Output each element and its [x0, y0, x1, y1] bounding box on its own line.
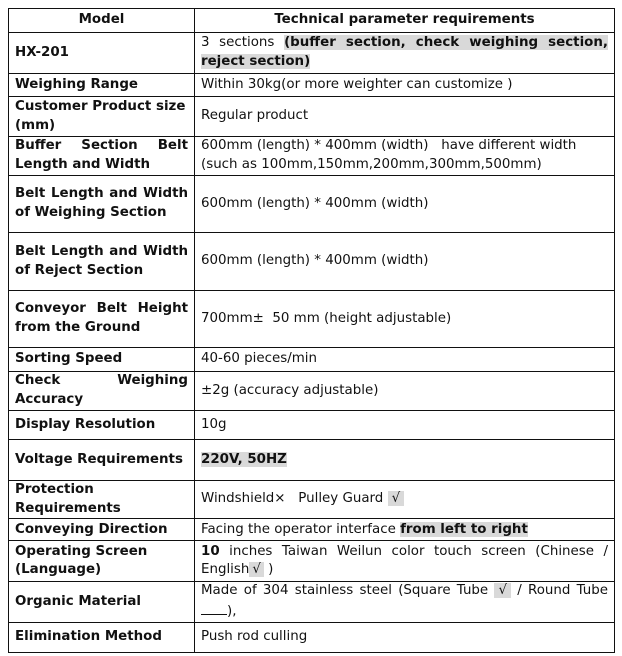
- table-row: [9, 519, 615, 541]
- table-row: [9, 97, 615, 137]
- value-bold: 10: [201, 543, 220, 559]
- value-mid: / Round Tube: [510, 583, 608, 599]
- row-value: Regular product: [195, 97, 615, 137]
- table-row: [9, 622, 615, 652]
- row-value: ±2g (accuracy adjustable): [195, 372, 615, 411]
- row-value: 10g: [195, 411, 615, 440]
- header-technical-parameters: Technical parameter requirements: [195, 9, 615, 33]
- table-row: [9, 291, 615, 348]
- row-value: [195, 582, 615, 622]
- row-value: [195, 519, 615, 541]
- table-row: [9, 372, 615, 411]
- row-label: Belt Length and Width of Weighing Section: [9, 176, 195, 233]
- row-label: Display Resolution: [9, 411, 195, 440]
- value-end: ),: [227, 604, 237, 620]
- row-value: Push rod culling: [195, 622, 615, 652]
- row-value: 40-60 pieces/min: [195, 348, 615, 372]
- row-value: [195, 440, 615, 481]
- table-row: [9, 481, 615, 519]
- row-value: Within 30kg(or more weighter can customize ): [195, 74, 615, 97]
- value-end: ): [263, 562, 274, 578]
- table-row: [9, 440, 615, 481]
- table-row: [9, 176, 615, 233]
- row-label: Operating Screen (Language): [9, 541, 195, 582]
- blank-line: [201, 601, 227, 615]
- value-text: Windshield× Pulley Guard: [201, 491, 388, 507]
- table-row: [9, 74, 615, 97]
- header-model: Model: [9, 9, 195, 33]
- row-value: 700mm± 50 mm (height adjustable): [195, 291, 615, 348]
- checkmark-icon: √: [388, 491, 405, 506]
- table-row: [9, 348, 615, 372]
- row-label: Belt Length and Width of Reject Section: [9, 233, 195, 291]
- row-label: Protection Requirements: [9, 481, 195, 519]
- row-label: HX-201: [9, 33, 195, 74]
- row-value: 600mm (length) * 400mm (width): [195, 176, 615, 233]
- row-label: Elimination Method: [9, 622, 195, 652]
- table-row: [9, 582, 615, 622]
- value-text: Facing the operator interface: [201, 521, 401, 537]
- row-label: Conveyor Belt Height from the Ground: [9, 291, 195, 348]
- value-text: 3 sections: [201, 35, 285, 51]
- row-label: Weighing Range: [9, 74, 195, 97]
- checkmark-icon: √: [494, 583, 511, 598]
- row-label: Sorting Speed: [9, 348, 195, 372]
- table-row: [9, 411, 615, 440]
- value-text: inches Taiwan Weilun color touch screen (Chinese / English: [201, 543, 608, 578]
- row-value: [195, 481, 615, 519]
- checkmark-icon: √: [249, 562, 264, 577]
- row-label: Buffer Section Belt Length and Width: [9, 137, 195, 176]
- row-label: Customer Product size (mm): [9, 97, 195, 137]
- table-row: [9, 33, 615, 74]
- row-label: Conveying Direction: [9, 519, 195, 541]
- row-value: 600mm (length) * 400mm (width) have different width (such as 100mm,150mm,200mm,300mm,500mm): [195, 137, 615, 176]
- row-value: 600mm (length) * 400mm (width): [195, 233, 615, 291]
- row-label: Organic Material: [9, 582, 195, 622]
- value-highlight: from left to right: [400, 521, 528, 537]
- value-highlight: 220V, 50HZ: [201, 451, 287, 467]
- value-highlight: (buffer section, check weighing section, reject section): [201, 35, 608, 69]
- spec-table: [8, 8, 615, 653]
- table-row: [9, 137, 615, 176]
- row-label: Voltage Requirements: [9, 440, 195, 481]
- table-header-row: [9, 9, 615, 33]
- table-row: [9, 233, 615, 291]
- row-value: [195, 33, 615, 74]
- row-label: Check Weighing Accuracy: [9, 372, 195, 411]
- row-value: [195, 541, 615, 582]
- value-text: Made of 304 stainless steel (Square Tube: [201, 583, 495, 599]
- table-row: [9, 541, 615, 582]
